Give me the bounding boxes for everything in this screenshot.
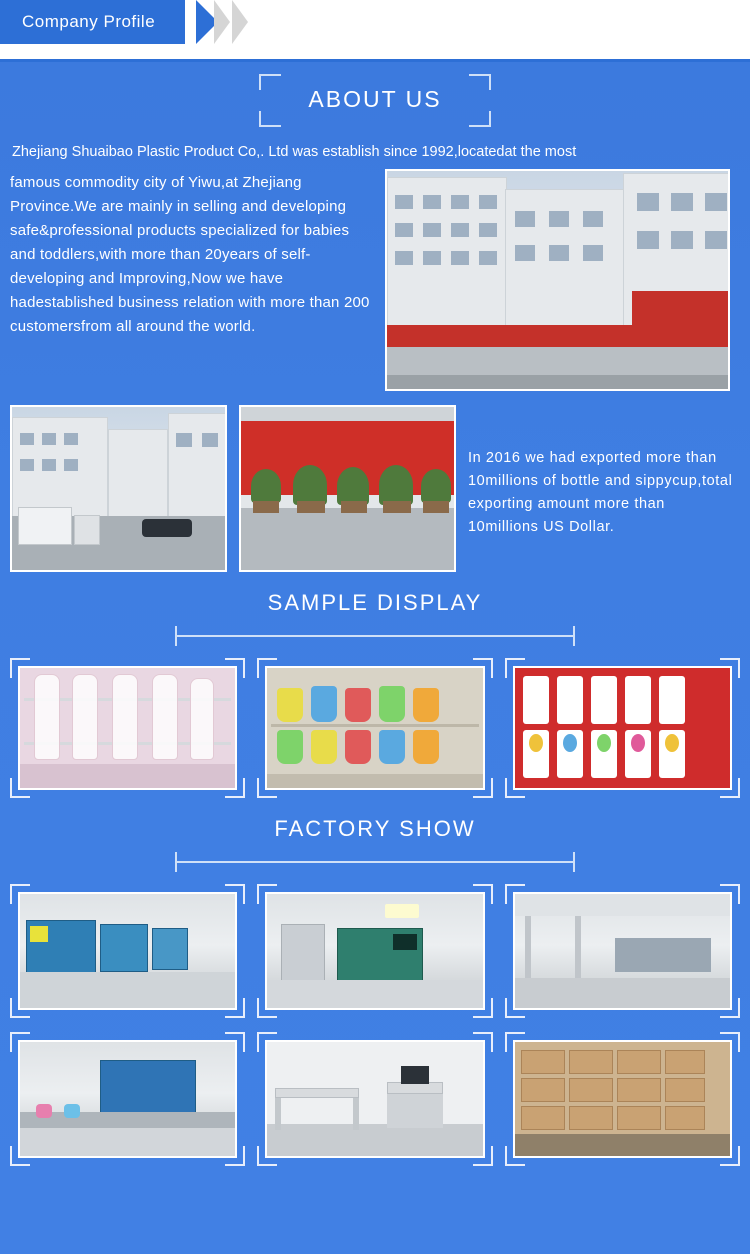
about-body-text: famous commodity city of Yiwu,at Zhejiang Province.We are mainly in selling and developing safe&professional products specialized for babies and toddlers,with more than 20years of self-developing and Improving,Now we have hadestablished business relation with more than 200 customersfrom all around the world. bbox=[10, 174, 370, 335]
about-image-factory-yard-truck bbox=[10, 405, 227, 572]
footer-spacer bbox=[0, 1166, 750, 1174]
export-note-text: In 2016 we had exported more than 10millions of bottle and sippycup,total exporting amount more than 10millions US Dollar. bbox=[468, 450, 733, 535]
factory-image-inspection-room bbox=[257, 1032, 492, 1166]
about-title-block bbox=[265, 78, 485, 123]
sample-display-heading bbox=[0, 586, 750, 620]
factory-image-assembly-line bbox=[10, 1032, 245, 1166]
corner-bracket-icon bbox=[469, 74, 491, 90]
header-rule bbox=[0, 59, 750, 62]
about-image-factory-building-front bbox=[385, 169, 730, 391]
corner-bracket-icon bbox=[469, 111, 491, 127]
corner-bracket-icon bbox=[259, 74, 281, 90]
chevron-right-icon bbox=[232, 0, 248, 44]
about-image-factory-wall-slogan bbox=[239, 405, 456, 572]
about-lead-text: Zhejiang Shuaibao Plastic Product Co,. Ltd was establish since 1992,locatedat the most bbox=[12, 144, 577, 160]
ribbon-label: Company Profile bbox=[22, 12, 156, 31]
header-ribbon bbox=[0, 0, 185, 44]
factory-show-grid-row1 bbox=[0, 884, 750, 1018]
sample-image-accessories-red-wall bbox=[505, 658, 740, 798]
factory-show-grid-row2 bbox=[0, 1032, 750, 1166]
factory-show-title: FACTORY SHOW bbox=[274, 816, 476, 841]
factory-image-molding-machine-closeup bbox=[257, 884, 492, 1018]
sample-image-baby-bottles-shelf bbox=[10, 658, 245, 798]
factory-show-rule bbox=[175, 852, 575, 872]
sample-display-title: SAMPLE DISPLAY bbox=[267, 590, 483, 615]
page-header bbox=[0, 0, 750, 62]
sample-image-sippy-cups-shelf bbox=[257, 658, 492, 798]
factory-show-heading bbox=[0, 812, 750, 846]
sample-display-rule bbox=[175, 626, 575, 646]
about-section bbox=[0, 127, 750, 572]
about-title: ABOUT US bbox=[308, 86, 442, 112]
corner-bracket-icon bbox=[259, 111, 281, 127]
sample-display-grid bbox=[0, 658, 750, 798]
ribbon-underline bbox=[0, 44, 750, 47]
factory-image-carton-storage bbox=[505, 1032, 740, 1166]
factory-image-injection-molding-line bbox=[10, 884, 245, 1018]
chevron-right-icon bbox=[214, 0, 230, 44]
factory-image-warehouse-floor bbox=[505, 884, 740, 1018]
